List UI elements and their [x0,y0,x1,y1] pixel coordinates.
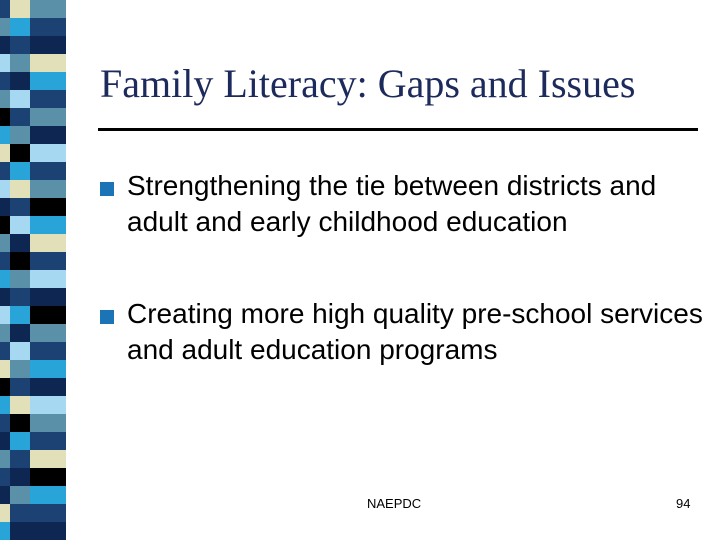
stripe-block [30,180,66,199]
stripe-block [30,324,66,343]
stripe-block [0,216,10,235]
stripe-block [0,342,10,361]
square-bullet-icon [100,182,114,196]
stripe-block [10,198,30,217]
stripe-block [0,72,10,91]
stripe-block [10,504,30,523]
stripe-block [30,234,66,253]
stripe-block [10,270,30,289]
stripe-block [30,306,66,325]
stripe-block [10,450,30,469]
stripe-block [0,198,10,217]
stripe-block [10,486,30,505]
title-underline [98,128,698,131]
stripe-block [30,18,66,37]
stripe-block [10,414,30,433]
stripe-block [0,432,10,451]
stripe-block [30,468,66,487]
stripe-block [30,288,66,307]
stripe-block [30,36,66,55]
stripe-block [0,180,10,199]
stripe-block [10,54,30,73]
stripe-block [0,396,10,415]
stripe-block [10,342,30,361]
stripe-block [30,108,66,127]
stripe-block [10,90,30,109]
stripe-block [30,162,66,181]
stripe-block [0,0,10,19]
stripe-block [10,252,30,271]
stripe-block [30,450,66,469]
stripe-block [10,288,30,307]
stripe-block [30,504,66,523]
slide-title: Family Literacy: Gaps and Issues [100,61,636,106]
stripe-block [10,72,30,91]
stripe-block [10,36,30,55]
bullet-item-1 [100,168,710,240]
stripe-block [10,306,30,325]
stripe-block [0,360,10,379]
stripe-block [10,234,30,253]
stripe-block [10,522,30,540]
stripe-block [30,90,66,109]
stripe-block [10,432,30,451]
stripe-block [0,522,10,540]
stripe-block [30,522,66,540]
stripe-block [0,144,10,163]
stripe-block [30,342,66,361]
stripe-block [0,414,10,433]
stripe-block [0,234,10,253]
stripe-block [0,288,10,307]
stripe-block [30,378,66,397]
stripe-block [30,126,66,145]
stripe-block [0,18,10,37]
stripe-block [10,0,30,19]
stripe-block [0,126,10,145]
stripe-block [10,18,30,37]
stripe-block [0,90,10,109]
stripe-block [30,360,66,379]
stripe-block [10,144,30,163]
bullet-text: Creating more high quality pre-school services and adult education programs [127,298,703,365]
stripe-block [10,216,30,235]
stripe-block [0,54,10,73]
stripe-block [0,36,10,55]
stripe-block [10,396,30,415]
stripe-block [0,468,10,487]
stripe-block [30,486,66,505]
stripe-block [0,486,10,505]
stripe-block [10,162,30,181]
stripe-block [30,54,66,73]
footer-organization: NAEPDC [367,496,422,511]
stripe-block [0,252,10,271]
square-bullet-icon [100,310,114,324]
stripe-block [30,414,66,433]
bullet-text: Strengthening the tie between districts and adult and early childhood education [127,170,657,237]
stripe-block [0,504,10,523]
stripe-block [0,108,10,127]
stripe-block [10,180,30,199]
stripe-block [0,324,10,343]
slide-number: 94 [676,496,691,511]
stripe-block [10,378,30,397]
stripe-block [30,216,66,235]
stripe-block [10,108,30,127]
stripe-block [0,306,10,325]
stripe-block [0,378,10,397]
stripe-block [10,360,30,379]
stripe-block [30,72,66,91]
stripe-block [30,432,66,451]
stripe-block [10,324,30,343]
stripe-block [10,468,30,487]
stripe-block [0,270,10,289]
bullet-item-2 [100,296,710,368]
stripe-block [30,396,66,415]
stripe-block [30,270,66,289]
stripe-block [10,126,30,145]
stripe-block [30,252,66,271]
stripe-block [30,144,66,163]
stripe-block [0,162,10,181]
stripe-block [30,0,66,19]
decorative-stripe [0,0,66,540]
stripe-block [0,450,10,469]
stripe-block [30,198,66,217]
